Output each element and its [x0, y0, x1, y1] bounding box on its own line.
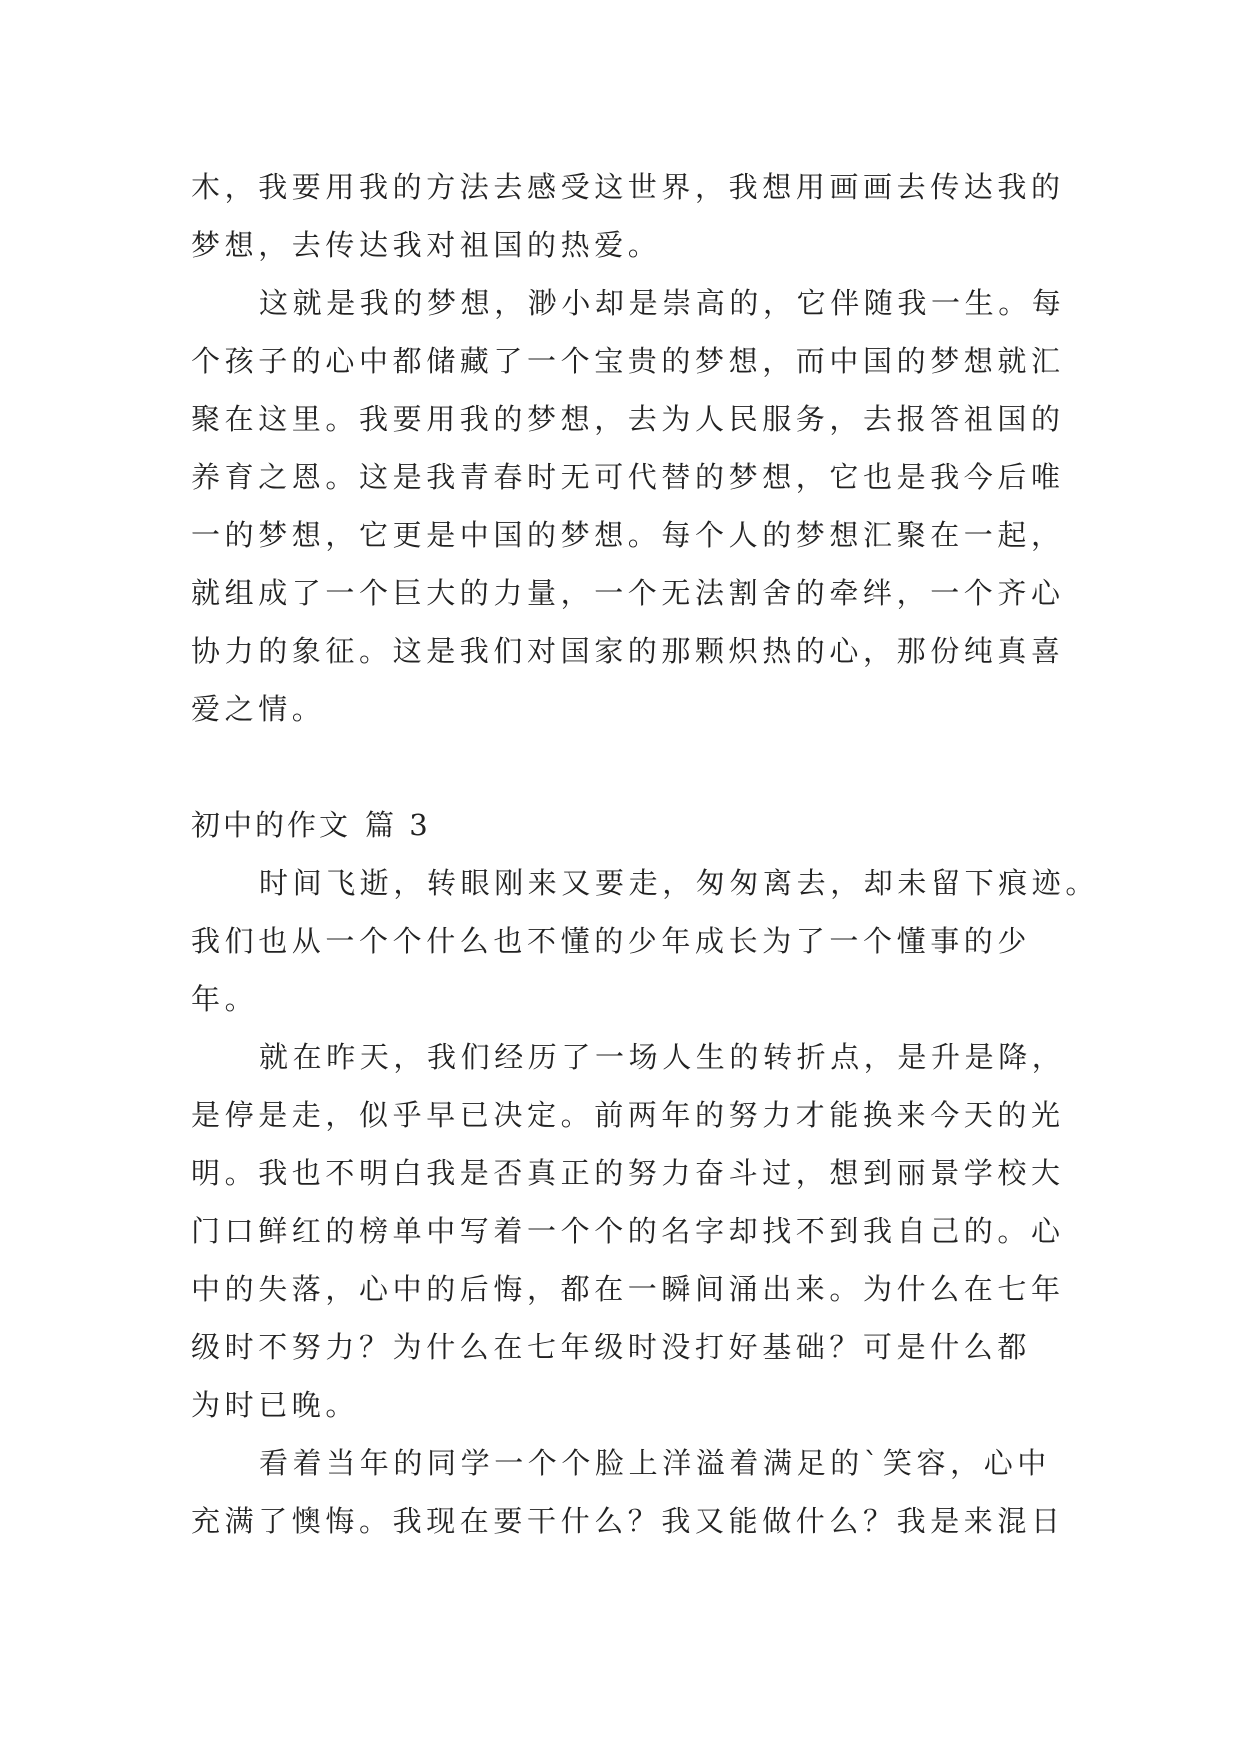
paragraph-4: [191, 1028, 1066, 1434]
text-line: 木，我要用我的方法去感受这世界，我想用画画去传达我的: [191, 170, 1065, 204]
text-line: 是停是走，似乎早已决定。前两年的努力才能换来今天的光: [191, 1098, 1065, 1132]
section-number: 篇 3: [365, 808, 431, 842]
text-line: 这就是我的梦想，渺小却是崇高的，它伴随我一生。每: [259, 286, 1066, 320]
text-line: 充满了懊悔。我现在要干什么？我又能做什么？我是来混日: [191, 1504, 1065, 1538]
text-line: 年。: [191, 982, 259, 1016]
text-line: 就在昨天，我们经历了一场人生的转折点，是升是降，: [259, 1040, 1066, 1074]
section-spacer: [191, 738, 1061, 796]
section-heading: [191, 796, 1061, 854]
paragraph-5: [191, 1434, 1065, 1550]
paragraph-1: [191, 158, 1065, 274]
text-line: 一的梦想，它更是中国的梦想。每个人的梦想汇聚在一起，: [191, 518, 1065, 552]
paragraph-2: [191, 274, 1066, 738]
text-line: 门口鲜红的榜单中写着一个个的名字却找不到我自己的。心: [191, 1214, 1065, 1248]
text-line: 我们也从一个个什么也不懂的少年成长为了一个懂事的少: [191, 924, 1032, 958]
text-line: 养育之恩。这是我青春时无可代替的梦想，它也是我今后唯: [191, 460, 1065, 494]
text-line: 爱之情。: [191, 692, 326, 726]
document-body: [191, 158, 1100, 1550]
text-line: 看着当年的同学一个个脸上洋溢着满足的`笑容，心中: [259, 1446, 1051, 1480]
text-line: 协力的象征。这是我们对国家的那颗炽热的心，那份纯真喜: [191, 634, 1065, 668]
text-line: 中的失落，心中的后悔，都在一瞬间涌出来。为什么在七年: [191, 1272, 1065, 1306]
text-line: 为时已晚。: [191, 1388, 360, 1422]
text-line: 明。我也不明白我是否真正的努力奋斗过，想到丽景学校大: [191, 1156, 1065, 1190]
text-line: 梦想，去传达我对祖国的热爱。: [191, 228, 662, 262]
text-line: 聚在这里。我要用我的梦想，去为人民服务，去报答祖国的: [191, 402, 1065, 436]
section-title: 初中的作文: [191, 808, 352, 842]
text-line: 级时不努力？为什么在七年级时没打好基础？可是什么都: [191, 1330, 1032, 1364]
text-line: 时间飞逝，转眼刚来又要走，匆匆离去，却未留下痕迹。: [259, 866, 1100, 900]
text-line: 就组成了一个巨大的力量，一个无法割舍的牵绊，一个齐心: [191, 576, 1065, 610]
text-line: 个孩子的心中都储藏了一个宝贵的梦想，而中国的梦想就汇: [191, 344, 1065, 378]
paragraph-3: [191, 854, 1100, 1028]
